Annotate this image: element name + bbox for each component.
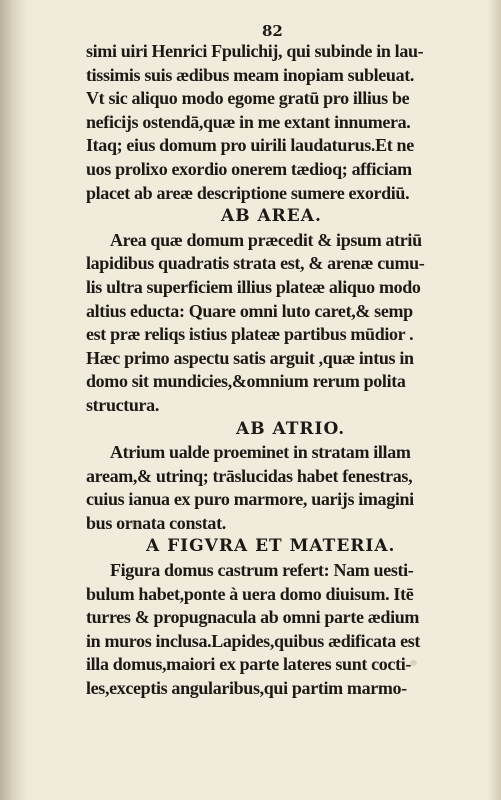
text-line: lapidibus quadratis strata est, & arenæ cumu- <box>86 253 425 274</box>
section-heading-figura: A FIGVRA ET MATERIA. <box>146 536 396 557</box>
text-line: bus ornata constat. <box>86 512 226 533</box>
text-line: bulum habet,ponte à uera domo diuisum. Itē <box>86 583 414 604</box>
text-line: Vt sic aliquo modo egome gratū pro illius be <box>86 88 410 109</box>
text-line: Figura domus castrum refert: Nam uesti- <box>110 560 414 581</box>
gutter-shadow <box>0 0 28 800</box>
text-line: aream,& utrinq; trāslucidas habet fenestras, <box>86 465 413 486</box>
text-line: structura. <box>86 394 159 415</box>
text-line: turres & propugnacula ab omni parte ædium <box>86 607 420 628</box>
section-heading-atrio: AB ATRIO. <box>236 418 346 439</box>
text-line: Atrium ualde proeminet in stratam illam <box>110 442 411 463</box>
paper-stain <box>410 660 417 666</box>
text-line: est præ reliqs istius plateæ partibus mūdior . <box>86 324 414 345</box>
text-line: illa domus,maiori ex parte lateres sunt cocti- <box>86 654 412 675</box>
text-line: in muros inclusa.Lapides,quibus ædificata est <box>86 630 421 651</box>
page-edge <box>487 0 501 800</box>
text-line: les,exceptis angularibus,qui partim marmo- <box>86 678 407 699</box>
text-line: neficijs ostendā,quæ in me extant innumera. <box>86 111 411 132</box>
text-line: Hæc primo aspectu satis arguit ,quæ intus in <box>86 347 414 368</box>
text-line: Area quæ domum præcedit & ipsum atriū <box>110 229 422 250</box>
section-heading-area: AB AREA. <box>221 206 322 227</box>
text-line: placet ab areæ descriptione sumere exordiū. <box>86 182 410 203</box>
text-line: cuius ianua ex puro marmore, uarijs imagini <box>86 489 414 510</box>
text-line: domo sit mundicies,&omnium rerum polita <box>86 371 406 392</box>
text-line: tissimis suis ædibus meam inopiam subleuat. <box>86 64 415 85</box>
text-line: altius educta: Quare omni luto caret,& semp <box>86 300 413 321</box>
text-line: Itaq; eius domum pro uirili laudaturus.Et ne <box>86 135 414 156</box>
text-block <box>86 40 482 701</box>
text-line: simi uiri Henrici Fpulichij, qui subinde in lau- <box>86 41 424 61</box>
paper-stain <box>130 520 140 528</box>
text-line: lis ultra superficiem illius plateæ aliquo modo <box>86 276 421 297</box>
text-line: uos prolixo exordio onerem tædioq; afficiam <box>86 158 412 179</box>
page-number: 82 <box>262 22 283 40</box>
